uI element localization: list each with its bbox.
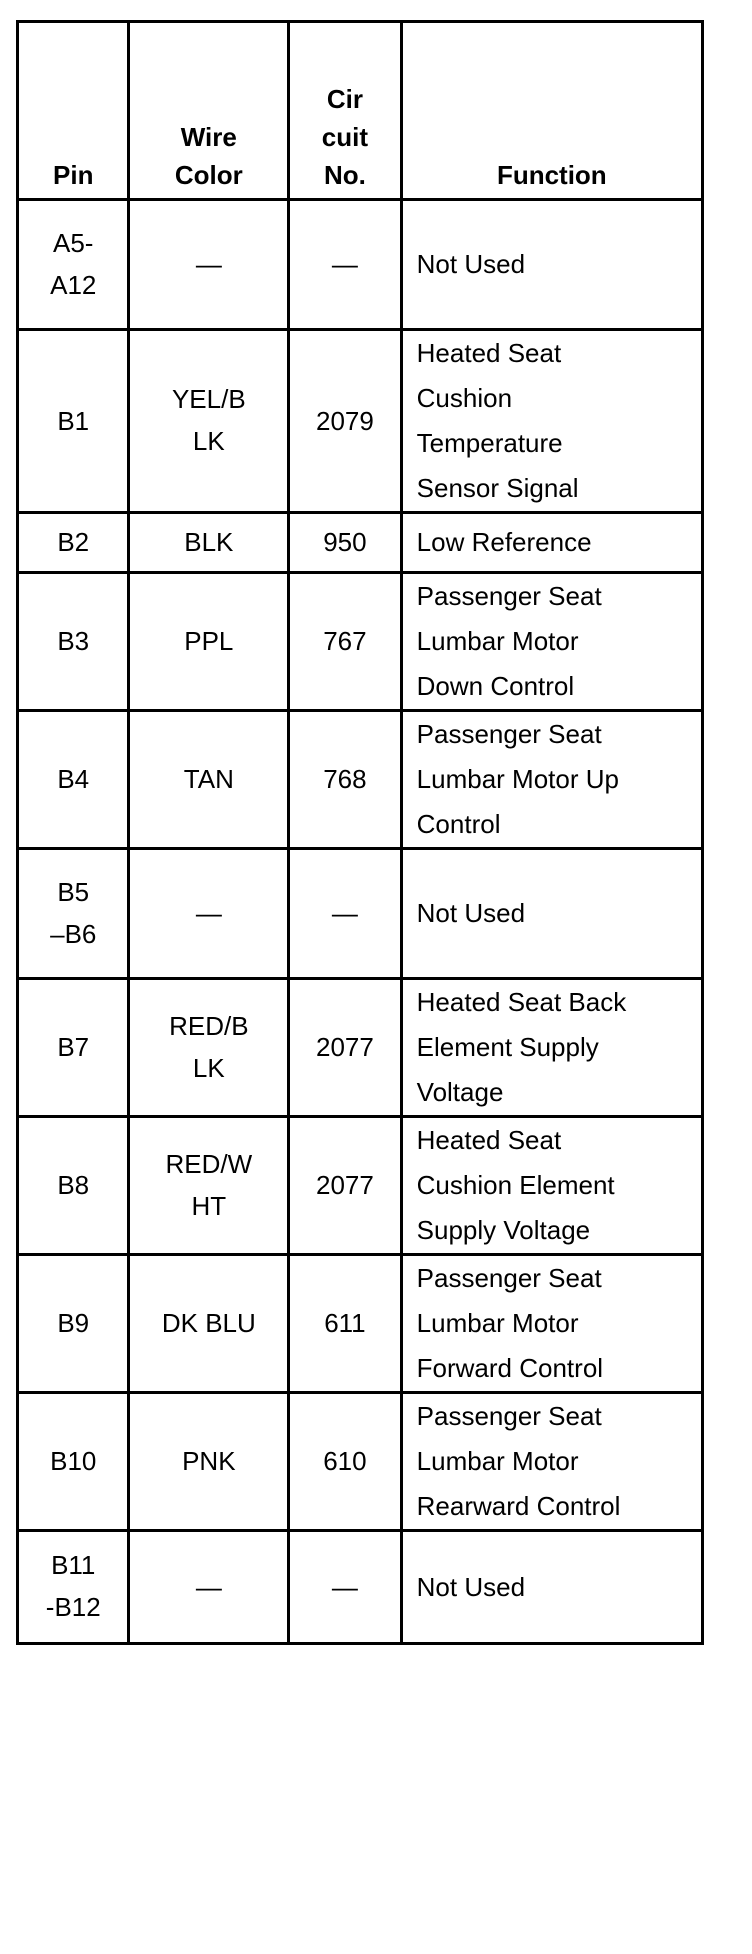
function-cell: Passenger Seat Lumbar Motor Down Control	[401, 573, 702, 711]
wire-color-cell: RED/W HT	[129, 1117, 289, 1255]
table-row	[18, 849, 703, 979]
wire-color-cell: BLK	[129, 513, 289, 573]
circuit-no-cell: 610	[289, 1393, 401, 1531]
function-cell: Heated Seat Cushion Element Supply Voltage	[401, 1117, 702, 1255]
table-row	[18, 573, 703, 711]
pin-cell: B10	[18, 1393, 129, 1531]
function-cell: Low Reference	[401, 513, 702, 573]
function-cell: Not Used	[401, 849, 702, 979]
circuit-no-cell: 950	[289, 513, 401, 573]
pin-cell: A5- A12	[18, 200, 129, 330]
circuit-no-cell: —	[289, 1531, 401, 1644]
circuit-no-cell: —	[289, 849, 401, 979]
circuit-no-cell: 767	[289, 573, 401, 711]
table-body	[18, 200, 703, 1644]
circuit-no-cell: 2077	[289, 1117, 401, 1255]
header-function: Function	[401, 22, 702, 200]
header-pin: Pin	[18, 22, 129, 200]
wire-color-cell: YEL/B LK	[129, 330, 289, 513]
pin-cell: B1	[18, 330, 129, 513]
pin-cell: B3	[18, 573, 129, 711]
header-circuit-no: Cir cuit No.	[289, 22, 401, 200]
table-row	[18, 513, 703, 573]
table-row	[18, 1531, 703, 1644]
function-cell: Passenger Seat Lumbar Motor Forward Control	[401, 1255, 702, 1393]
pin-cell: B8	[18, 1117, 129, 1255]
function-cell: Heated Seat Cushion Temperature Sensor Signal	[401, 330, 702, 513]
wire-color-cell: PNK	[129, 1393, 289, 1531]
function-cell: Passenger Seat Lumbar Motor Rearward Control	[401, 1393, 702, 1531]
table-row	[18, 1393, 703, 1531]
circuit-no-cell: 2079	[289, 330, 401, 513]
wire-color-cell: TAN	[129, 711, 289, 849]
header-wire-color: Wire Color	[129, 22, 289, 200]
circuit-no-cell: —	[289, 200, 401, 330]
circuit-no-cell: 611	[289, 1255, 401, 1393]
wire-color-cell: —	[129, 200, 289, 330]
connector-pinout-table	[16, 20, 704, 1645]
pin-cell: B11 -B12	[18, 1531, 129, 1644]
pin-cell: B9	[18, 1255, 129, 1393]
function-cell: Heated Seat Back Element Supply Voltage	[401, 979, 702, 1117]
pin-cell: B5 –B6	[18, 849, 129, 979]
table-row	[18, 979, 703, 1117]
table-row	[18, 1255, 703, 1393]
pin-cell: B7	[18, 979, 129, 1117]
wire-color-cell: —	[129, 849, 289, 979]
table-row	[18, 1117, 703, 1255]
pin-cell: B4	[18, 711, 129, 849]
circuit-no-cell: 768	[289, 711, 401, 849]
wire-color-cell: DK BLU	[129, 1255, 289, 1393]
circuit-no-cell: 2077	[289, 979, 401, 1117]
wire-color-cell: —	[129, 1531, 289, 1644]
function-cell: Passenger Seat Lumbar Motor Up Control	[401, 711, 702, 849]
function-cell: Not Used	[401, 1531, 702, 1644]
wire-color-cell: PPL	[129, 573, 289, 711]
function-cell: Not Used	[401, 200, 702, 330]
table-row	[18, 330, 703, 513]
table-row	[18, 711, 703, 849]
wire-color-cell: RED/B LK	[129, 979, 289, 1117]
table-header	[18, 22, 703, 200]
pin-cell: B2	[18, 513, 129, 573]
header-row	[18, 22, 703, 200]
table-row	[18, 200, 703, 330]
